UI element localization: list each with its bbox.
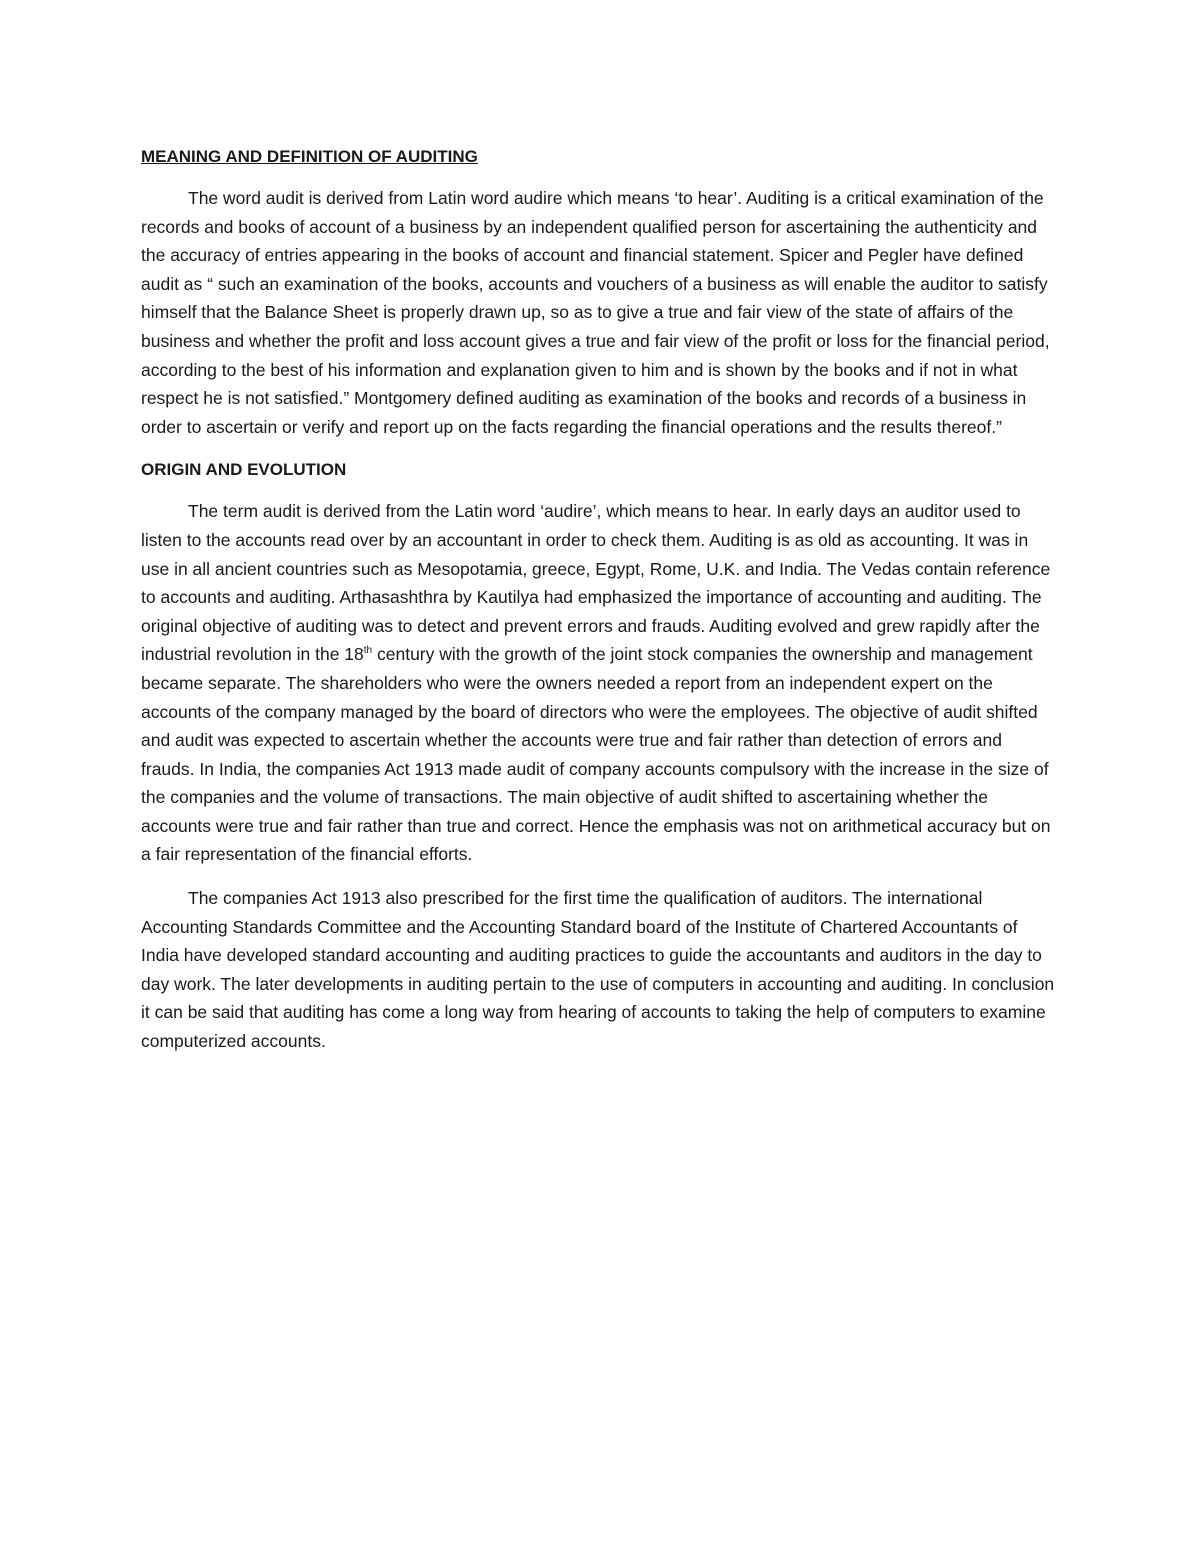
section-heading-meaning: MEANING AND DEFINITION OF AUDITING: [141, 147, 478, 166]
paragraph-meaning: The word audit is derived from Latin word audire which means ‘to hear’. Auditing is a critical examination of the records and books of account of a business by an independent qualified person for ascertaining the authenticity and the accuracy of entries appearing in the books of account and financial statement. Spicer and Pegler have defined audit as “ such an examination of the books, accounts and vouchers of a business as will enable the auditor to satisfy himself that the Balance Sheet is properly drawn up, so as to give a true and fair view of the state of affairs of the business and whether the profit and loss account gives a true and fair view of the profit or loss for the financial period, according to the best of his information and explanation given to him and is shown by the books and if not in what respect he is not satisfied.” Montgomery defined auditing as examination of the books and records of a business in order to ascertain or verify and report up on the facts regarding the financial operations and the results thereof.”: [141, 188, 1050, 437]
document-page: [141, 143, 1059, 1071]
section-heading-origin: ORIGIN AND EVOLUTION: [141, 460, 347, 480]
paragraph-origin-1-part1: The term audit is derived from the Latin word ‘audire’, which means to hear. In early days an auditor used to listen to the accounts read over by an accountant in order to check them. Auditing is as old as accounting. It was in use in all ancient countries such as Mesopotamia, greece, Egypt, Rome, U.K. and India. The Vedas contain reference to accounts and auditing. Arthasashthra by Kautilya had emphasized the importance of accounting and auditing. The original objective of auditing was to detect and prevent errors and frauds. Auditing evolved and grew rapidly after the industrial revolution in the 18: [141, 501, 1051, 665]
paragraph-origin-1: [141, 497, 1059, 869]
paragraph-origin-1-part2: century with the growth of the joint stock companies the ownership and management became separate. The shareholders who were the owners needed a report from an independent expert on the accounts of the company managed by the board of directors who were the employees. The objective of audit shifted and audit was expected to ascertain whether the accounts were true and fair rather than detection of errors and frauds. In India, the companies Act 1913 made audit of company accounts compulsory with the increase in the size of the companies and the volume of transactions. The main objective of audit shifted to ascertaining whether the accounts were true and fair rather than true and correct. Hence the emphasis was not on arithmetical accuracy but on a fair representation of the financial efforts.: [141, 644, 1051, 865]
ordinal-suffix: th: [363, 645, 373, 657]
paragraph-origin-2: The companies Act 1913 also prescribed for the first time the qualification of auditors. The international Accounting Standards Committee and the Accounting Standard board of the Institute of Chartered Accountants of India have developed standard accounting and auditing practices to guide the accountants and auditors in the day to day work. The later developments in auditing pertain to the use of computers in accounting and auditing. In conclusion it can be said that auditing has come a long way from hearing of accounts to taking the help of computers to examine computerized accounts.: [141, 888, 1055, 1052]
